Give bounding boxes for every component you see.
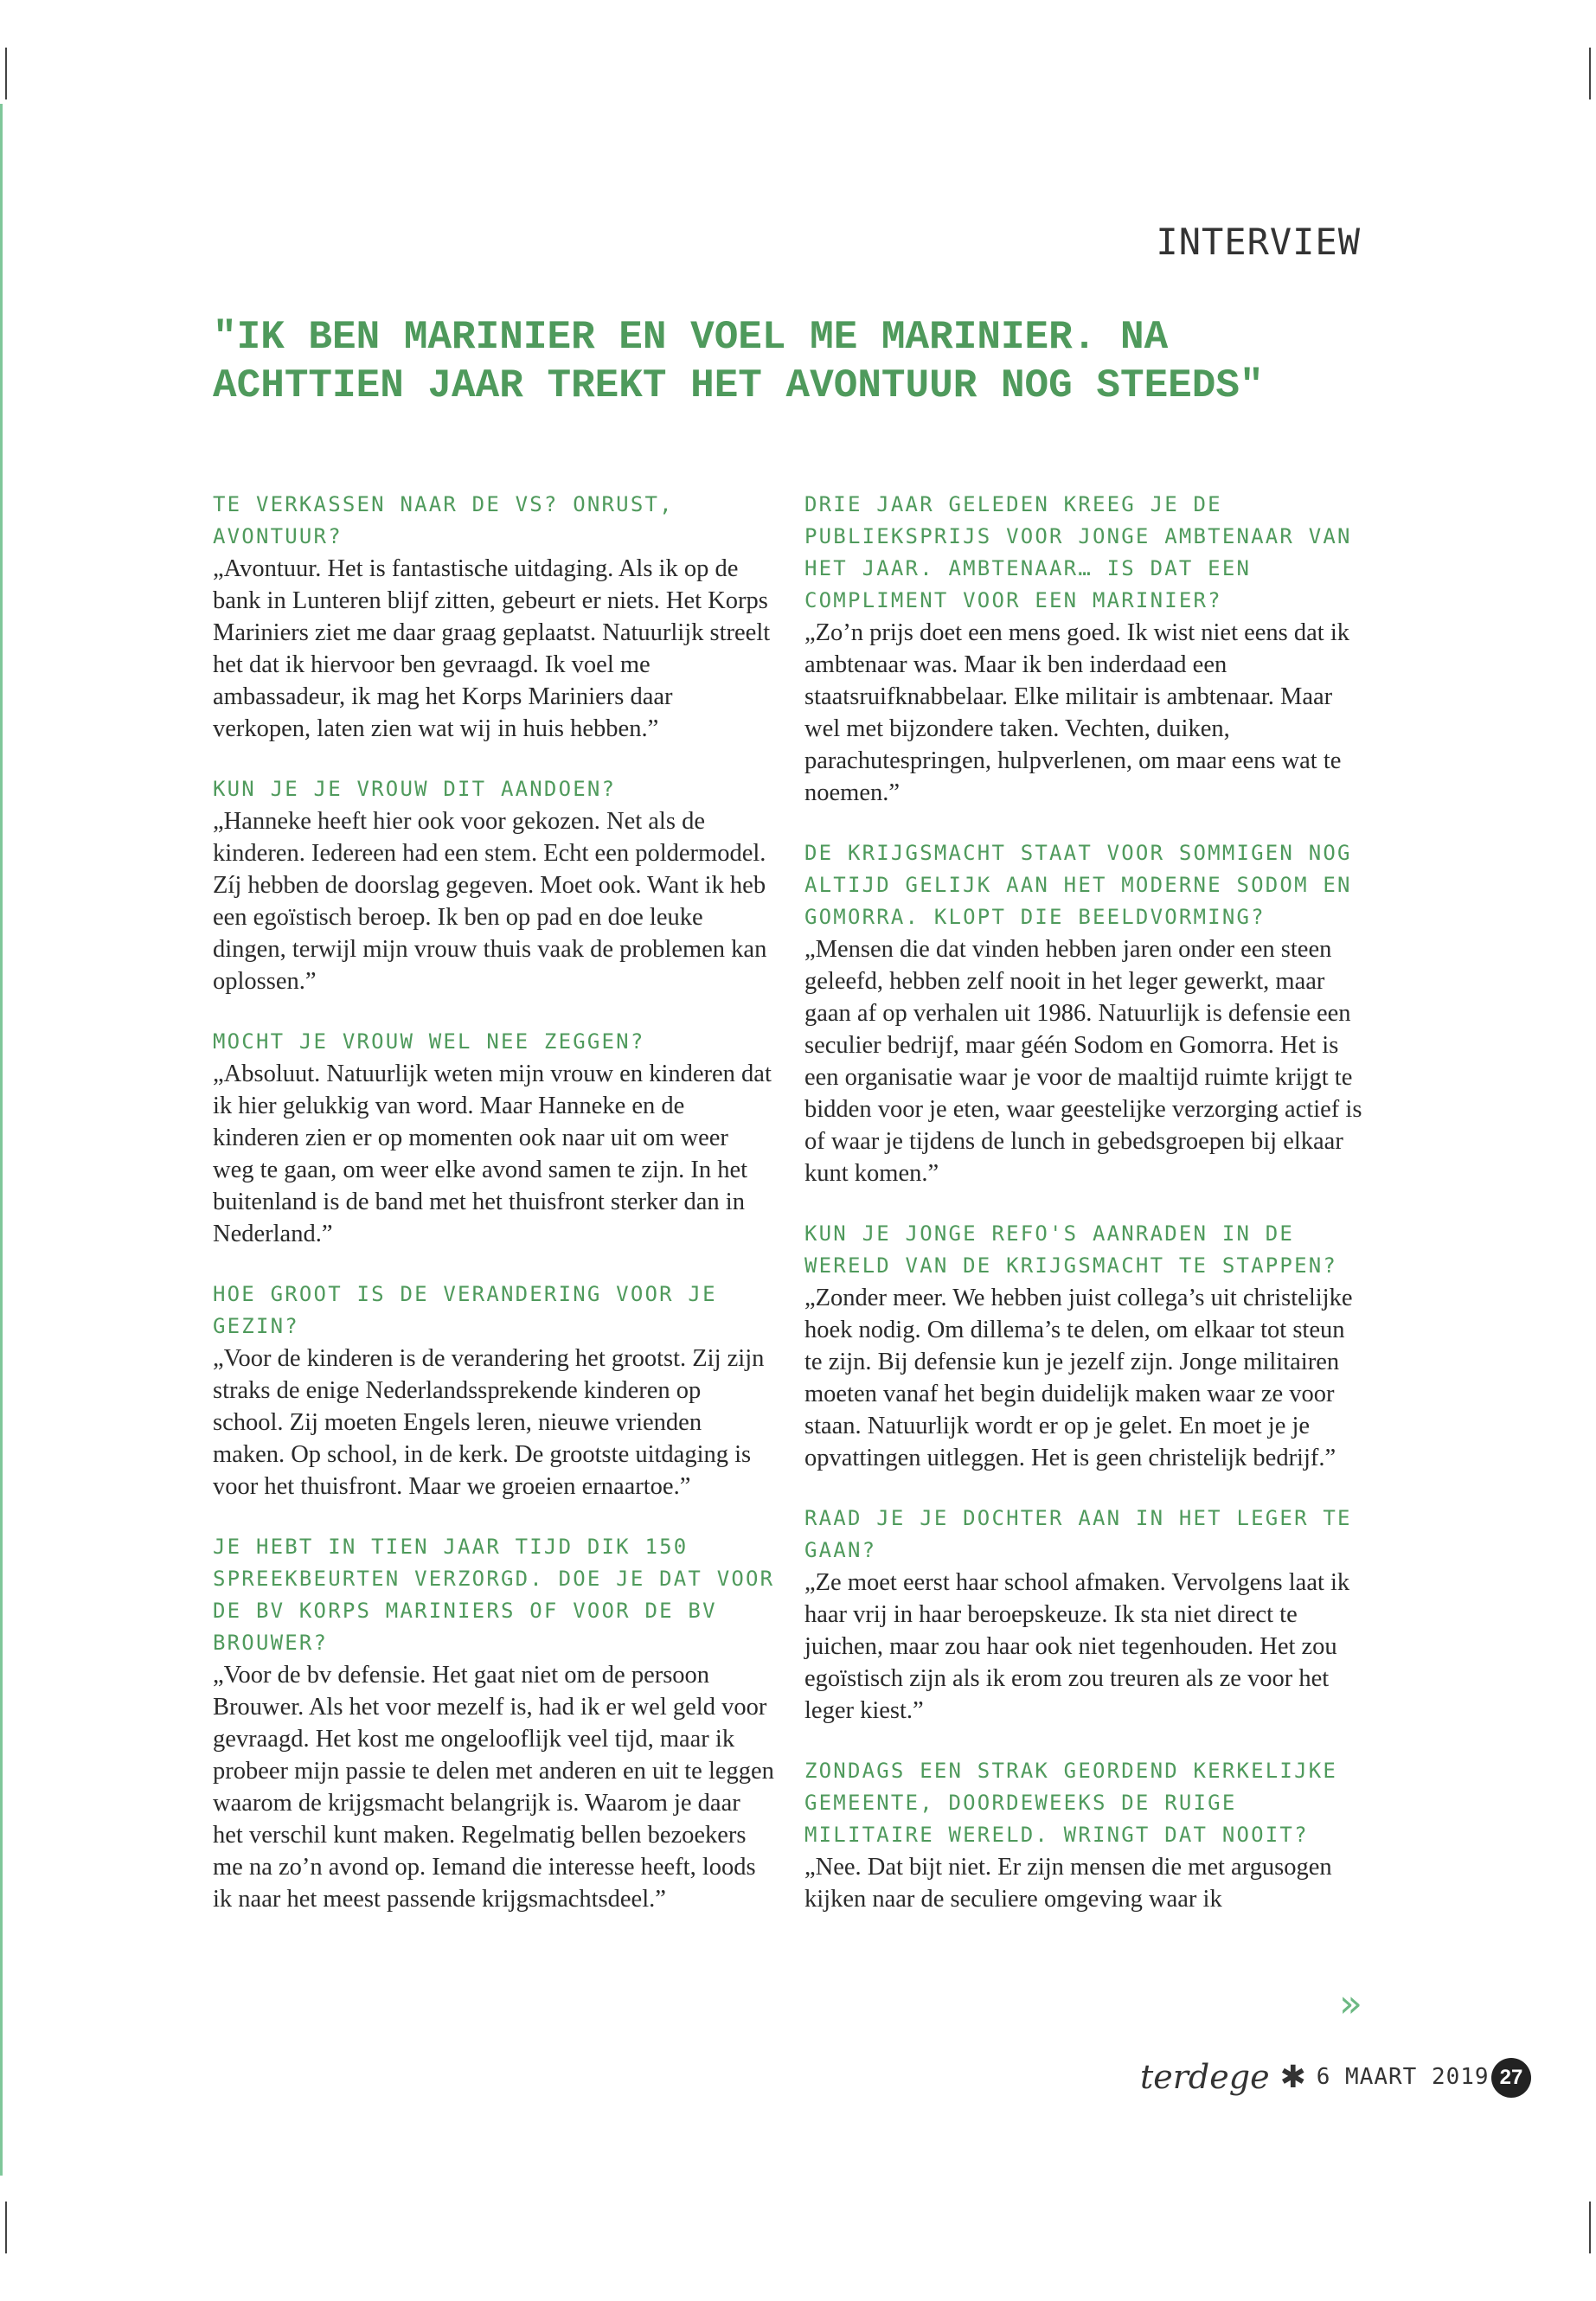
answer: „Voor de bv defensie. Het gaat niet om de persoon Brouwer. Als het voor mezelf is, had ik er wel geld voor gevraagd. Het kost me ongelooflijk veel tijd, maar ik probeer mijn passie te delen met anderen en uit te leggen waarom de krijgsmacht belangrijk is. Waarom je daar het verschil kunt maken. Regelmatig bellen bezoekers me na zo’n avond op. Iemand die interesse heeft, loods ik naar het meest passende krijgsmachtsdeel.”: [213, 1662, 774, 1913]
qa-block: [213, 1531, 775, 1915]
question: TE VERKASSEN NAAR DE VS? ONRUST, AVONTUUR?: [213, 492, 674, 548]
qa-block: [804, 489, 1367, 809]
side-rule: [0, 104, 3, 2176]
question: RAAD JE JE DOCHTER AAN IN HET LEGER TE GAAN?: [804, 1506, 1352, 1562]
asterisk-icon: ✱: [1279, 2059, 1306, 2095]
qa-block: [804, 1218, 1367, 1474]
column-left: [213, 489, 775, 1944]
issue-date: 6 MAART 2019: [1316, 2064, 1490, 2090]
qa-block: [213, 489, 775, 745]
qa-block: [213, 773, 775, 997]
qa-block: [804, 1503, 1367, 1727]
answer: „Ze moet eerst haar school afmaken. Vervolgens laat ik haar vrij in haar beroepskeuze. Ik sta niet direct te juichen, maar zou haar ook niet tegenhouden. Het zou egoïstisch zijn als ik erom zou treuren als ze voor het leger kiest.”: [804, 1569, 1350, 1724]
answer: „Mensen die dat vinden hebben jaren onder een steen geleefd, hebben zelf nooit in het leger gewerkt, maar gaan af op verhalen uit 1986. Natuurlijk is defensie een seculier bedrijf, maar géén Sodom en Gomorra. Het is een organisatie waar je voor de maaltijd ruimte krijgt te bidden voor je eten, waar geestelijke verzorging actief is of waar je tijdens de lunch in gebedsgroepen bij elkaar kunt komen.”: [804, 936, 1362, 1187]
crop-mark-bottom-left: [5, 2202, 7, 2253]
double-chevron-right-icon: »: [1339, 1982, 1362, 2026]
question: DE KRIJGSMACHT STAAT VOOR SOMMIGEN NOG ALTIJD GELIJK AAN HET MODERNE SODOM EN GOMORRA. KLOPT DIE BEELDVORMING?: [804, 841, 1352, 929]
crop-mark-bottom-right: [1589, 2202, 1591, 2253]
answer: „Nee. Dat bijt niet. Er zijn mensen die met argusogen kijken naar de seculiere omgeving waar ik: [804, 1854, 1332, 1913]
question: HOE GROOT IS DE VERANDERING VOOR JE GEZIN?: [213, 1282, 717, 1338]
answer: „Zo’n prijs doet een mens goed. Ik wist niet eens dat ik ambtenaar was. Maar ik ben inderdaad een staatsruifknabbelaar. Elke militair is ambtenaar. Maar wel met bijzondere taken. Vechten, duiken, parachutespringen, hulpverlenen, om maar eens wat te noemen.”: [804, 619, 1350, 806]
answer: „Absoluut. Natuurlijk weten mijn vrouw en kinderen dat ik hier gelukkig van word. Maar Hanneke en de kinderen zien er op momenten ook naar uit om weer weg te gaan, om weer elke avond samen te zijn. In het buitenland is de band met het thuisfront sterker dan in Nederland.”: [213, 1061, 772, 1247]
crop-mark-top-left: [5, 48, 7, 99]
magazine-logo: terdege: [1140, 2058, 1270, 2096]
page-number: 27: [1491, 2058, 1531, 2098]
answer: „Hanneke heeft hier ook voor gekozen. Net als de kinderen. Iedereen had een stem. Echt een poldermodel. Zíj hebben de doorslag gegeven. Moet ook. Want ik heb een egoïstisch beroep. Ik ben op pad en doe leuke dingen, terwijl mijn vrouw thuis vaak de problemen kan oplossen.”: [213, 808, 767, 995]
question: JE HEBT IN TIEN JAAR TIJD DIK 150 SPREEKBEURTEN VERZORGD. DOE JE DAT VOOR DE BV KORPS MARINIERS OF VOOR DE BV BROUWER?: [213, 1535, 775, 1655]
section-label: INTERVIEW: [1156, 221, 1361, 263]
qa-block: [804, 837, 1367, 1189]
question: KUN JE JONGE REFO'S AANRADEN IN DE WERELD VAN DE KRIJGSMACHT TE STAPPEN?: [804, 1221, 1338, 1278]
question: DRIE JAAR GELEDEN KREEG JE DE PUBLIEKSPRIJS VOOR JONGE AMBTENAAR VAN HET JAAR. AMBTENAAR… IS DAT EEN COMPLIMENT VOOR EEN MARINIER?: [804, 492, 1352, 612]
question: ZONDAGS EEN STRAK GEORDEND KERKELIJKE GEMEENTE, DOORDEWEEKS DE RUIGE MILITAIRE WERELD. WRINGT DAT NOOIT?: [804, 1759, 1338, 1847]
qa-block: [213, 1279, 775, 1503]
crop-mark-top-right: [1589, 48, 1591, 99]
qa-block: [804, 1755, 1367, 1915]
qa-block: [213, 1026, 775, 1250]
headline: "IK BEN MARINIER EN VOEL ME MARINIER. NA ACHTTIEN JAAR TREKT HET AVONTUUR NOG STEEDS": [213, 315, 1264, 408]
footer: [1140, 2054, 1490, 2099]
question: KUN JE JE VROUW DIT AANDOEN?: [213, 777, 617, 801]
column-right: [804, 489, 1367, 1944]
answer: „Zonder meer. We hebben juist collega’s uit christelijke hoek nodig. Om dillema’s te delen, om elkaar tot steun te zijn. Bij defensie kun je jezelf zijn. Jonge militairen moeten vanaf het begin duidelijk maken waar ze voor staan. Natuurlijk wordt er op je gelet. En moet je je opvattingen uitleggen. Het is geen christelijk bedrijf.”: [804, 1285, 1353, 1471]
question: MOCHT JE VROUW WEL NEE ZEGGEN?: [213, 1029, 645, 1054]
answer: „Voor de kinderen is de verandering het grootst. Zij zijn straks de enige Nederlandssprekende kinderen op school. Zij moeten Engels leren, nieuwe vrienden maken. Op school, in de kerk. De grootste uitdaging is voor het thuisfront. Maar we groeien ernaartoe.”: [213, 1345, 765, 1500]
answer: „Avontuur. Het is fantastische uitdaging. Als ik op de bank in Lunteren blijf zitten, gebeurt er niets. Het Korps Mariniers ziet me daar graag geplaatst. Natuurlijk streelt het dat ik hiervoor ben gevraagd. Ik voel me ambassadeur, ik mag het Korps Mariniers daar verkopen, laten zien wat wij in huis hebben.”: [213, 555, 771, 742]
